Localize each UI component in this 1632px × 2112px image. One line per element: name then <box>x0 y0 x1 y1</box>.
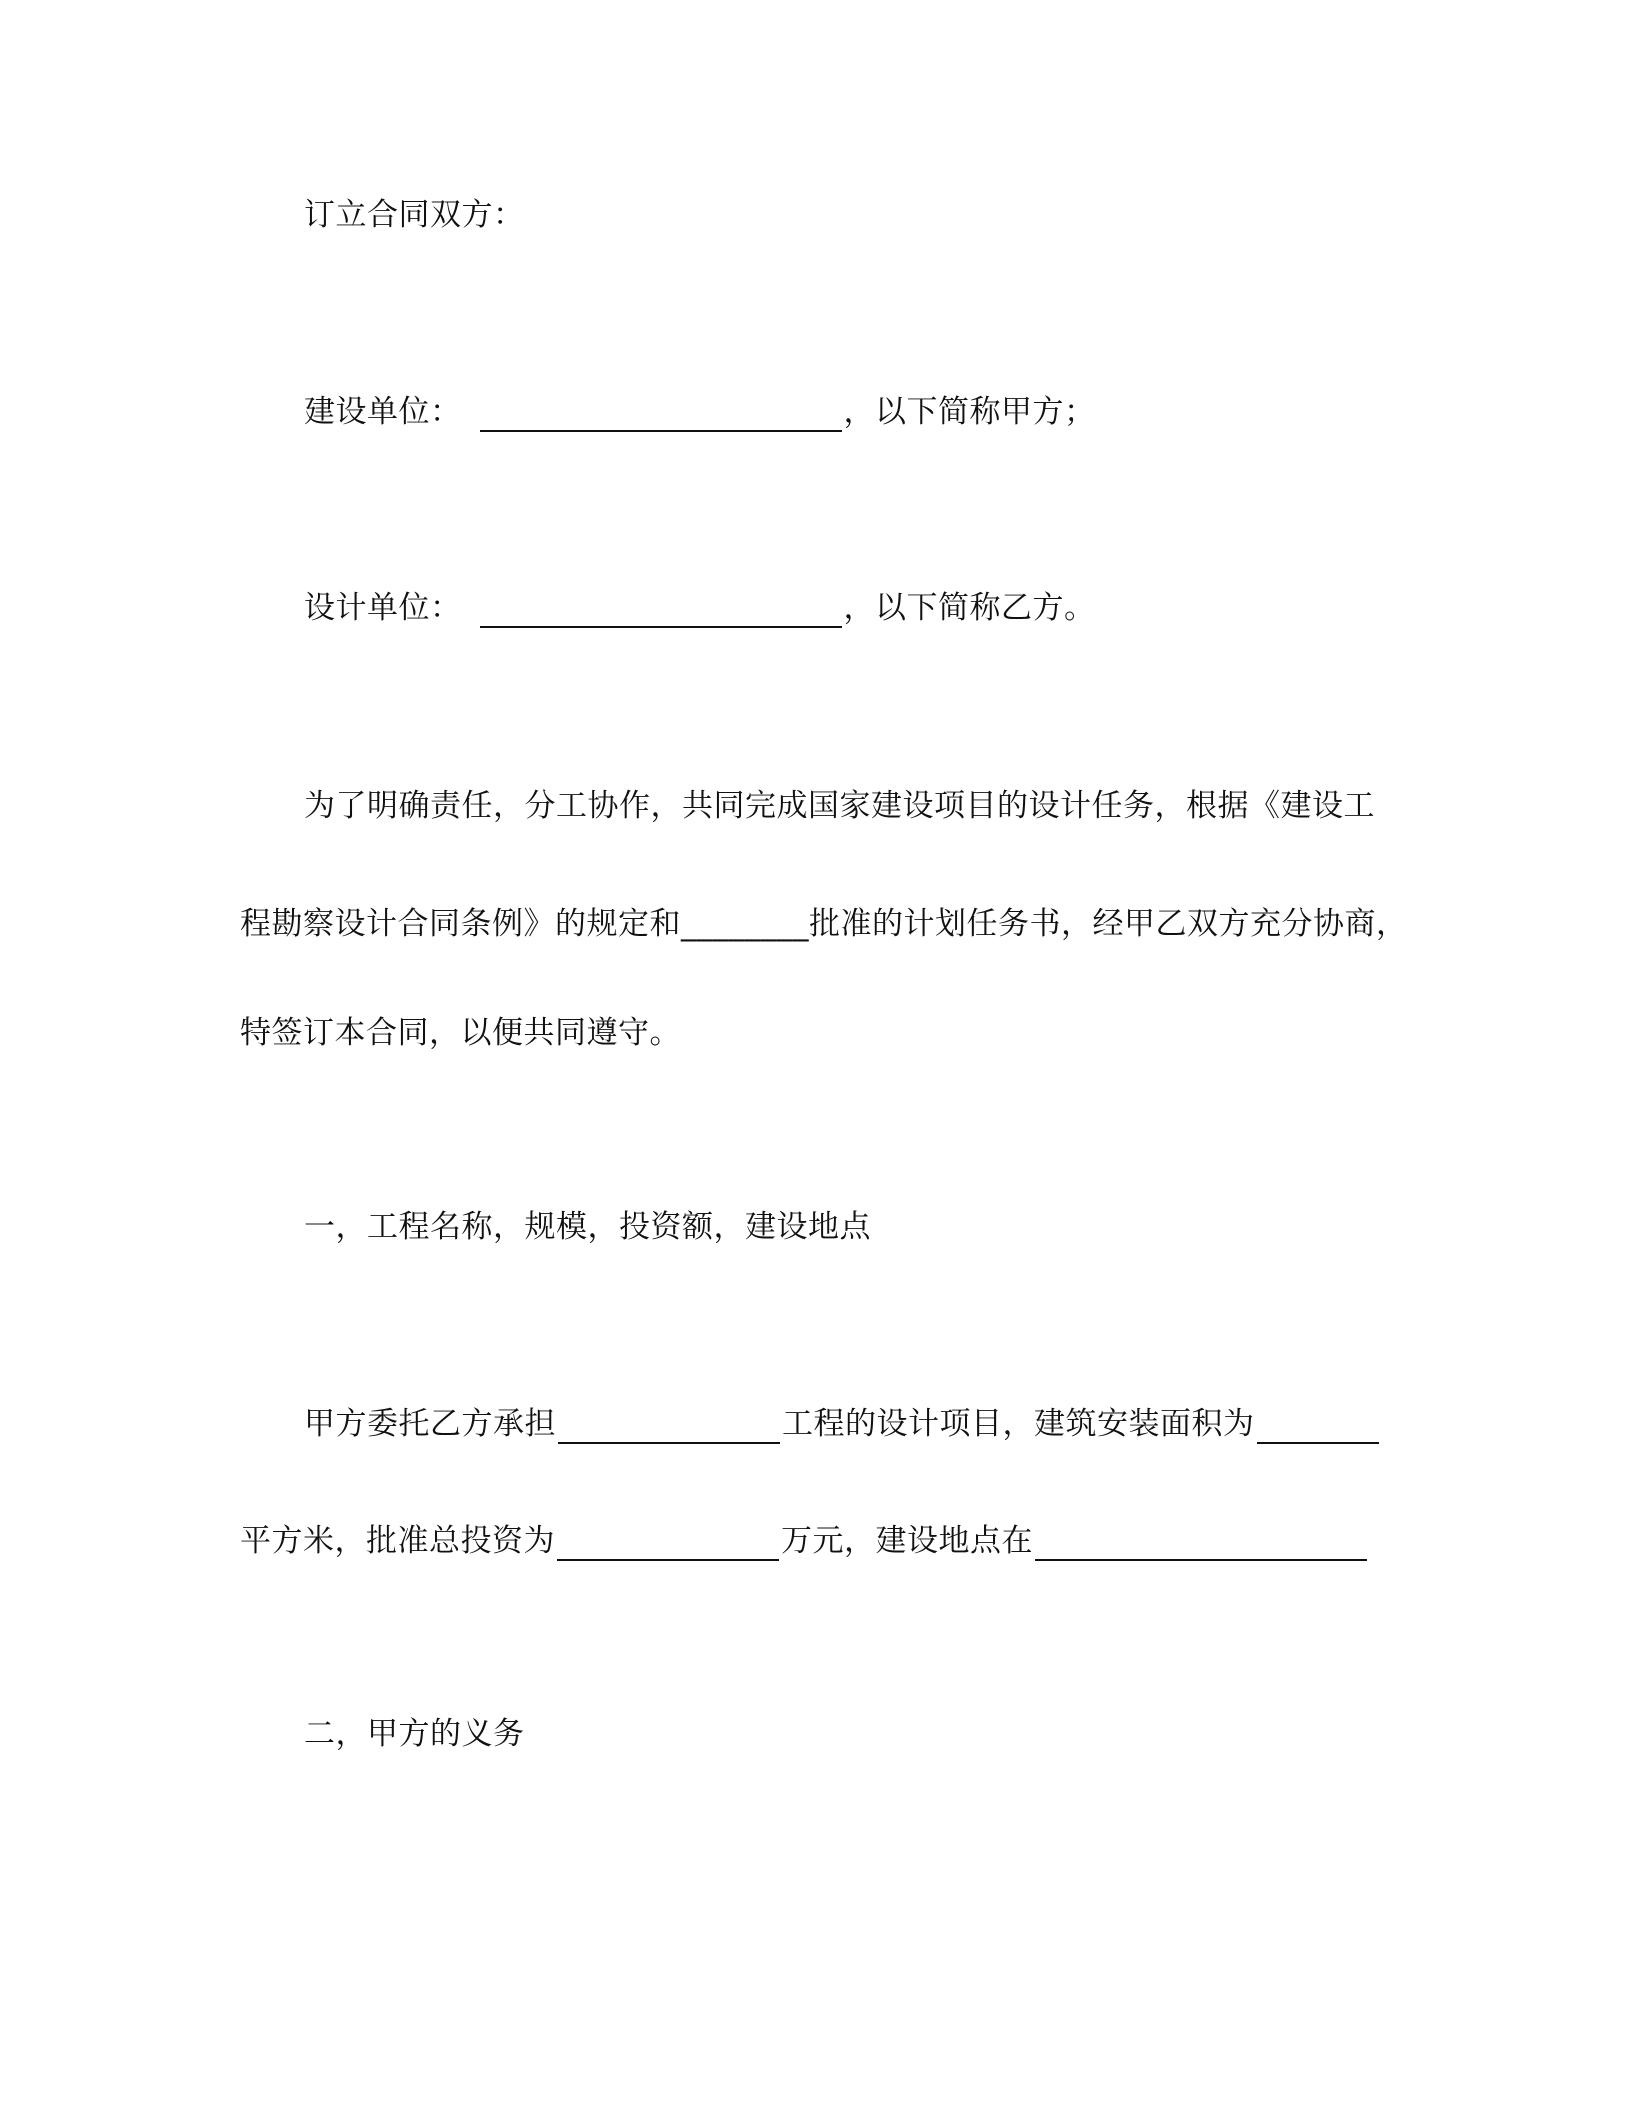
preamble-line-2-end: 批准的计划任务书，经甲乙双方充分协商， <box>809 906 1408 942</box>
project-name-blank[interactable] <box>558 1412 780 1444</box>
preamble-line-2 <box>240 904 1408 944</box>
location-text: 万元，建设地点在 <box>781 1523 1033 1559</box>
designer-label: 设计单位： <box>304 590 462 626</box>
section1-line-1 <box>304 1404 1381 1444</box>
project-text: 工程的设计项目，建筑安装面积为 <box>782 1406 1255 1442</box>
investment-blank[interactable] <box>557 1529 779 1561</box>
preamble-line-2-start: 程勘察设计合同条例》的规定和 <box>240 906 681 942</box>
area-blank[interactable] <box>1257 1412 1379 1444</box>
builder-line <box>304 392 1096 432</box>
builder-suffix: ，以下简称甲方； <box>843 394 1096 430</box>
investment-text: 平方米，批准总投资为 <box>240 1523 555 1559</box>
parties-heading: 订立合同双方： <box>304 197 525 233</box>
section2-title: 二，甲方的义务 <box>304 1716 525 1752</box>
section1-title: 一，工程名称，规模，投资额，建设地点 <box>304 1209 871 1245</box>
entrust-text: 甲方委托乙方承担 <box>304 1406 556 1442</box>
builder-label: 建设单位： <box>304 394 462 430</box>
location-blank[interactable] <box>1035 1529 1367 1561</box>
preamble-line-1: 为了明确责任，分工协作，共同完成国家建设项目的设计任务，根据《建设工 <box>304 788 1375 824</box>
section1-line-2 <box>240 1521 1369 1561</box>
preamble-line-3: 特签订本合同，以便共同遵守。 <box>240 1015 681 1051</box>
builder-name-blank[interactable] <box>480 400 842 432</box>
designer-name-blank[interactable] <box>480 596 842 628</box>
approver-blank[interactable]: ________ <box>681 906 809 942</box>
designer-line <box>304 588 1096 628</box>
designer-suffix: ，以下简称乙方。 <box>843 590 1096 626</box>
